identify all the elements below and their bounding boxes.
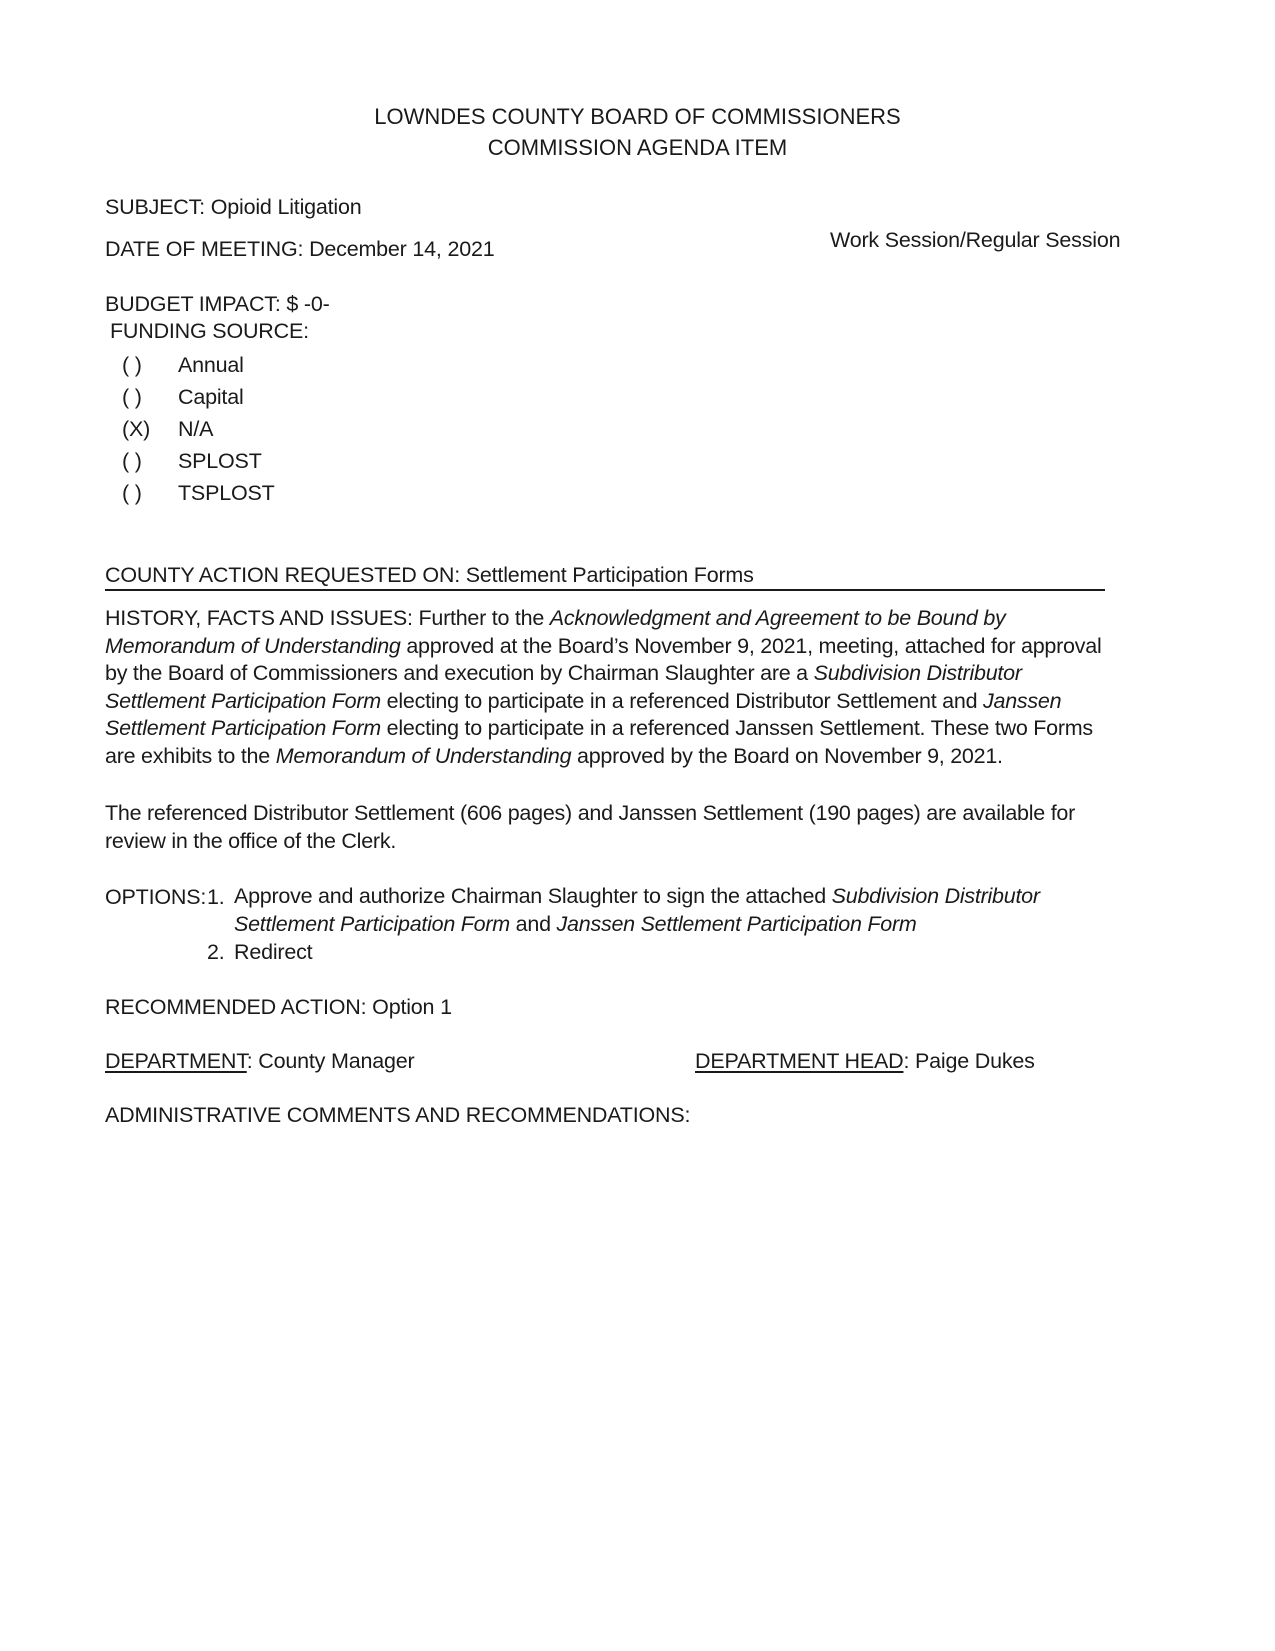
checkbox-mark: ( ) [122, 481, 142, 505]
department-value: County Manager [258, 1049, 415, 1073]
department-head-value: Paige Dukes [915, 1049, 1035, 1073]
funding-option-tsplost [122, 479, 275, 507]
department-head-label: DEPARTMENT HEAD [695, 1049, 904, 1073]
funding-option-na [122, 415, 213, 443]
meeting-date-value: December 14, 2021 [309, 237, 495, 261]
department-field [105, 1047, 414, 1075]
checkbox-mark: ( ) [122, 353, 142, 377]
option-1-number: 1. [207, 885, 225, 909]
subject-field [105, 193, 362, 221]
checkbox-mark: ( ) [122, 385, 142, 409]
funding-option-label: Capital [178, 385, 244, 409]
history-text: approved at the Board’s November 9, 2021, meeting, attached for approval by the Board of Commissioners and execution by Chairman Slaughter are a [105, 633, 1102, 685]
option-text: Approve and authorize Chairman Slaughter to sign the attached [234, 884, 832, 908]
history-paragraph [105, 605, 1115, 770]
history-label: HISTORY, FACTS AND ISSUES: [105, 606, 413, 630]
section-divider [105, 589, 1105, 591]
county-action-label: COUNTY ACTION REQUESTED ON: [105, 563, 460, 587]
history-text: approved by the Board on November 9, 2021. [571, 743, 1003, 768]
funding-option-annual [122, 351, 244, 379]
option-text: and [509, 911, 557, 936]
funding-source-label: FUNDING SOURCE: [110, 319, 309, 343]
checkbox-mark-checked: (X) [122, 417, 151, 441]
meeting-date-label: DATE OF MEETING: [105, 237, 304, 261]
recommended-action-field [105, 993, 452, 1021]
budget-impact-field [105, 290, 330, 318]
funding-option-label: Annual [178, 353, 244, 377]
funding-option-splost [122, 447, 262, 475]
admin-comments-label: ADMINISTRATIVE COMMENTS AND RECOMMENDATIONS: [105, 1103, 691, 1127]
funding-option-capital [122, 383, 244, 411]
document-subtitle: COMMISSION AGENDA ITEM [487, 135, 788, 160]
meeting-date-field [105, 235, 495, 263]
option-2: Redirect [234, 940, 313, 964]
history-italic-title: Subdivision Distributor Settlement Participation Form [105, 661, 1022, 713]
history-italic-title: Memorandum of Understanding [275, 743, 572, 768]
options-label: OPTIONS: [105, 885, 207, 909]
colon: : [246, 1049, 259, 1073]
history-text: electing to participate in a referenced Janssen Settlement. These two Forms are exhibits to the [105, 716, 1093, 768]
funding-option-label: SPLOST [178, 449, 262, 473]
funding-option-label: N/A [178, 417, 214, 441]
recommended-action-label: RECOMMENDED ACTION: [105, 995, 367, 1019]
recommended-action-value: Option 1 [372, 995, 452, 1019]
department-head-field [695, 1047, 1035, 1075]
budget-impact-value: $ -0- [286, 292, 330, 316]
colon: : [903, 1049, 915, 1073]
availability-note: The referenced Distributor Settlement (606 pages) and Janssen Settlement (190 pages) are available for review in the office of the Clerk. [105, 801, 1076, 853]
option-italic-title: Janssen Settlement Participation Form [556, 911, 917, 936]
option-2-number: 2. [207, 940, 225, 964]
history-italic-title: Acknowledgment and Agreement to be Bound by Memorandum of Understanding [105, 606, 1006, 658]
funding-option-label: TSPLOST [178, 481, 275, 505]
option-italic-title: Subdivision Distributor Settlement Participation Form [234, 884, 1040, 936]
session-type: Work Session/Regular Session [830, 228, 1121, 252]
budget-impact-label: BUDGET IMPACT: [105, 292, 281, 316]
subject-label: SUBJECT: [105, 195, 205, 219]
history-text: Further to the [412, 606, 550, 630]
county-action-field [105, 561, 754, 589]
history-text: electing to participate in a referenced Distributor Settlement and [380, 688, 984, 713]
county-action-value: Settlement Participation Forms [465, 563, 754, 587]
department-label: DEPARTMENT [105, 1049, 247, 1073]
subject-value: Opioid Litigation [210, 195, 362, 219]
checkbox-mark: ( ) [122, 449, 142, 473]
option-1 [234, 883, 1084, 938]
history-italic-title: Janssen Settlement Participation Form [105, 688, 1062, 740]
document-title: LOWNDES COUNTY BOARD OF COMMISSIONERS [374, 104, 901, 129]
